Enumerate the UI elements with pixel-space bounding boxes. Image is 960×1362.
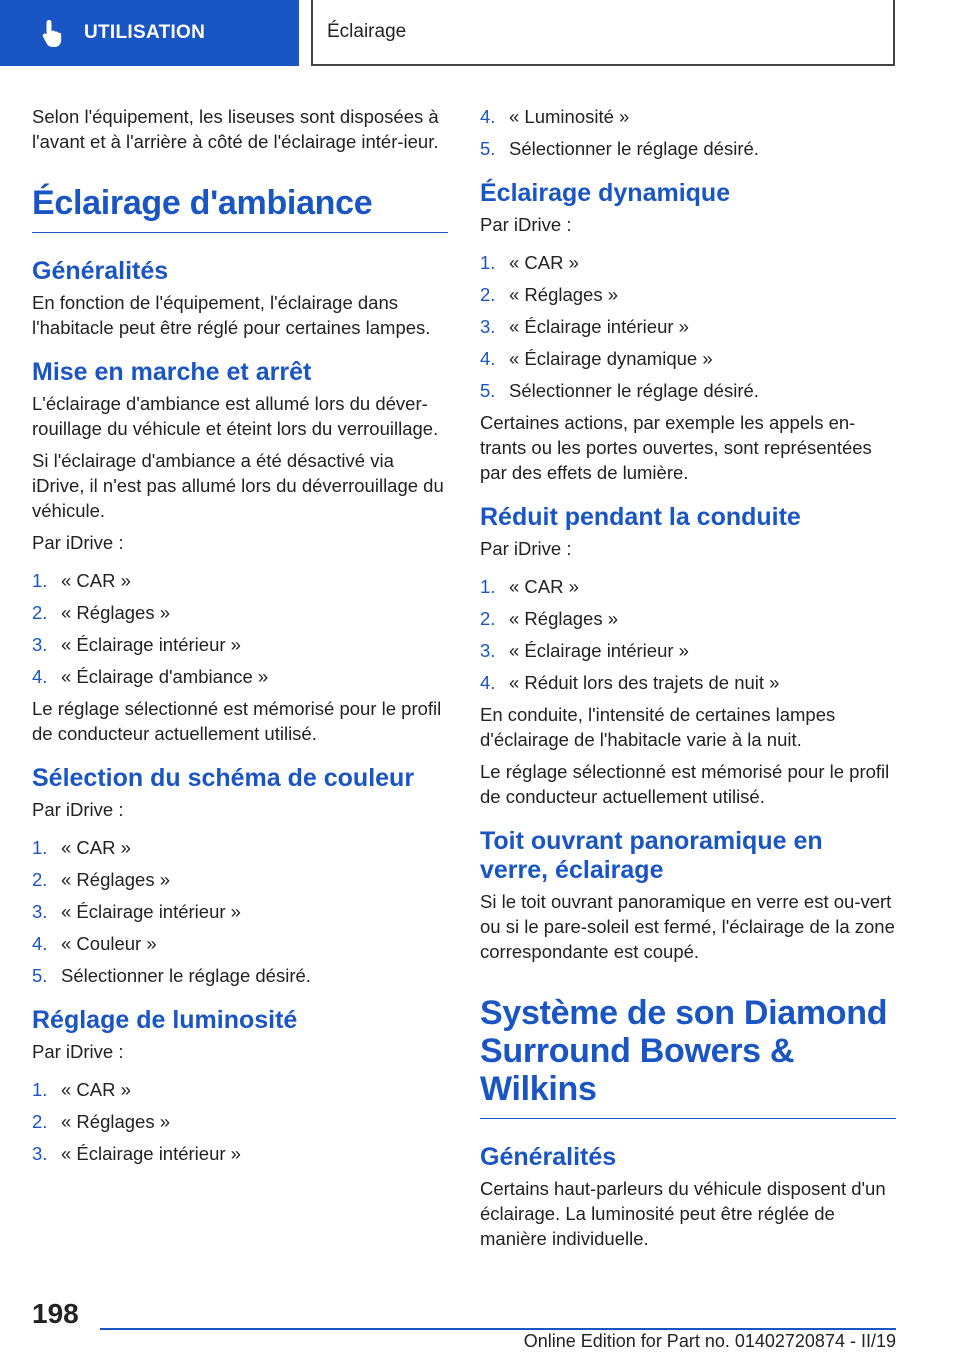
heading-general-sound: Généralités (480, 1143, 617, 1171)
heading-on-off: Mise en marche et arrêt (32, 358, 312, 386)
list-item: 3. « Éclairage intérieur » (32, 634, 241, 655)
list-item: 3. « Éclairage intérieur » (32, 901, 241, 922)
touch-hand-icon (40, 18, 66, 48)
brightness-steps-continued (480, 104, 896, 161)
reduced-paragraph-2: En conduite, l'intensité de certaines lampes d'éclairage de l'habitacle varie à la nuit. (480, 704, 836, 750)
reduced-steps (480, 574, 896, 695)
list-item: 1. « CAR » (480, 252, 579, 273)
on-off-steps (32, 568, 448, 689)
page-number: 198 (32, 1298, 79, 1329)
heading-reduced-driving: Réduit pendant la conduite (480, 503, 801, 531)
chapter-tab-label: UTILISATION (84, 22, 206, 43)
on-off-paragraph-1: L'éclairage d'ambiance est allumé lors du déver-rouillage du véhicule et éteint lors du verrouillage. (32, 393, 439, 439)
right-column (480, 104, 896, 1258)
list-item: 5. Sélectionner le réglage désiré. (480, 380, 759, 401)
list-item: 5. Sélectionner le réglage désiré. (480, 138, 759, 159)
left-column (32, 104, 448, 1173)
roof-paragraph: Si le toit ouvrant panoramique en verre est ou-vert ou si le pare-soleil est fermé, l'éclairage de la zone correspondante est coupé. (480, 891, 895, 962)
list-item: 4. « Éclairage dynamique » (480, 348, 713, 369)
list-item: 4. « Couleur » (32, 933, 157, 954)
heading-dynamic-lighting: Éclairage dynamique (480, 179, 731, 207)
intro-paragraph: Selon l'équipement, les liseuses sont disposées à l'avant et à l'arrière à côté de l'éclairage intér-ieur. (32, 106, 439, 152)
list-item: 3. « Éclairage intérieur » (32, 1143, 241, 1164)
brightness-paragraph: Par iDrive : (32, 1041, 124, 1062)
list-item: 1. « CAR » (32, 837, 131, 858)
heading-color-scheme: Sélection du schéma de couleur (32, 764, 415, 792)
heading-sound-system: Système de son Diamond Surround Bowers & Wilkins (480, 994, 896, 1119)
list-item: 3. « Éclairage intérieur » (480, 316, 689, 337)
list-item: 2. « Réglages » (480, 284, 619, 305)
list-item: 2. « Réglages » (32, 602, 171, 623)
list-item: 1. « CAR » (32, 570, 131, 591)
list-item: 4. « Éclairage d'ambiance » (32, 666, 269, 687)
color-steps (32, 835, 448, 988)
on-off-paragraph-4: Le réglage sélectionné est mémorisé pour le profil de conducteur actuellement utilisé. (32, 698, 442, 744)
reduced-paragraph-1: Par iDrive : (480, 538, 572, 559)
brightness-steps (32, 1077, 448, 1166)
list-item: 5. Sélectionner le réglage désiré. (32, 965, 311, 986)
general-paragraph: En fonction de l'équipement, l'éclairage dans l'habitacle peut être réglé pour certaines lampes. (32, 292, 431, 338)
edition-text: Online Edition for Part no. 01402720874 - II/19 (523, 1331, 896, 1351)
reduced-paragraph-3: Le réglage sélectionné est mémorisé pour le profil de conducteur actuellement utilisé. (480, 761, 890, 807)
heading-general: Généralités (32, 257, 169, 285)
dynamic-paragraph-2: Certaines actions, par exemple les appels en-trants ou les portes ouvertes, sont représentées par des effets de lumière. (480, 412, 872, 483)
heading-panoramic-roof: Toit ouvrant panoramique en verre, éclairage (480, 827, 823, 884)
list-item: 4. « Luminosité » (480, 106, 630, 127)
chapter-tab[interactable] (0, 0, 299, 66)
footer-divider (100, 1328, 896, 1330)
heading-brightness: Réglage de luminosité (32, 1006, 298, 1034)
heading-ambient-lighting: Éclairage d'ambiance (32, 184, 448, 233)
sound-general-paragraph: Certains haut-parleurs du véhicule disposent d'un éclairage. La luminosité peut être réglée de manière individuelle. (480, 1178, 886, 1249)
on-off-paragraph-2: Si l'éclairage d'ambiance a été désactivé via iDrive, il n'est pas allumé lors du déverrouillage du véhicule. (32, 450, 444, 521)
list-item: 4. « Réduit lors des trajets de nuit » (480, 672, 780, 693)
list-item: 1. « CAR » (480, 576, 579, 597)
list-item: 1. « CAR » (32, 1079, 131, 1100)
color-paragraph: Par iDrive : (32, 799, 124, 820)
list-item: 2. « Réglages » (32, 869, 171, 890)
section-title: Éclairage (311, 0, 895, 66)
list-item: 2. « Réglages » (480, 608, 619, 629)
dynamic-paragraph-1: Par iDrive : (480, 214, 572, 235)
list-item: 2. « Réglages » (32, 1111, 171, 1132)
on-off-paragraph-3: Par iDrive : (32, 532, 124, 553)
dynamic-steps (480, 250, 896, 403)
list-item: 3. « Éclairage intérieur » (480, 640, 689, 661)
